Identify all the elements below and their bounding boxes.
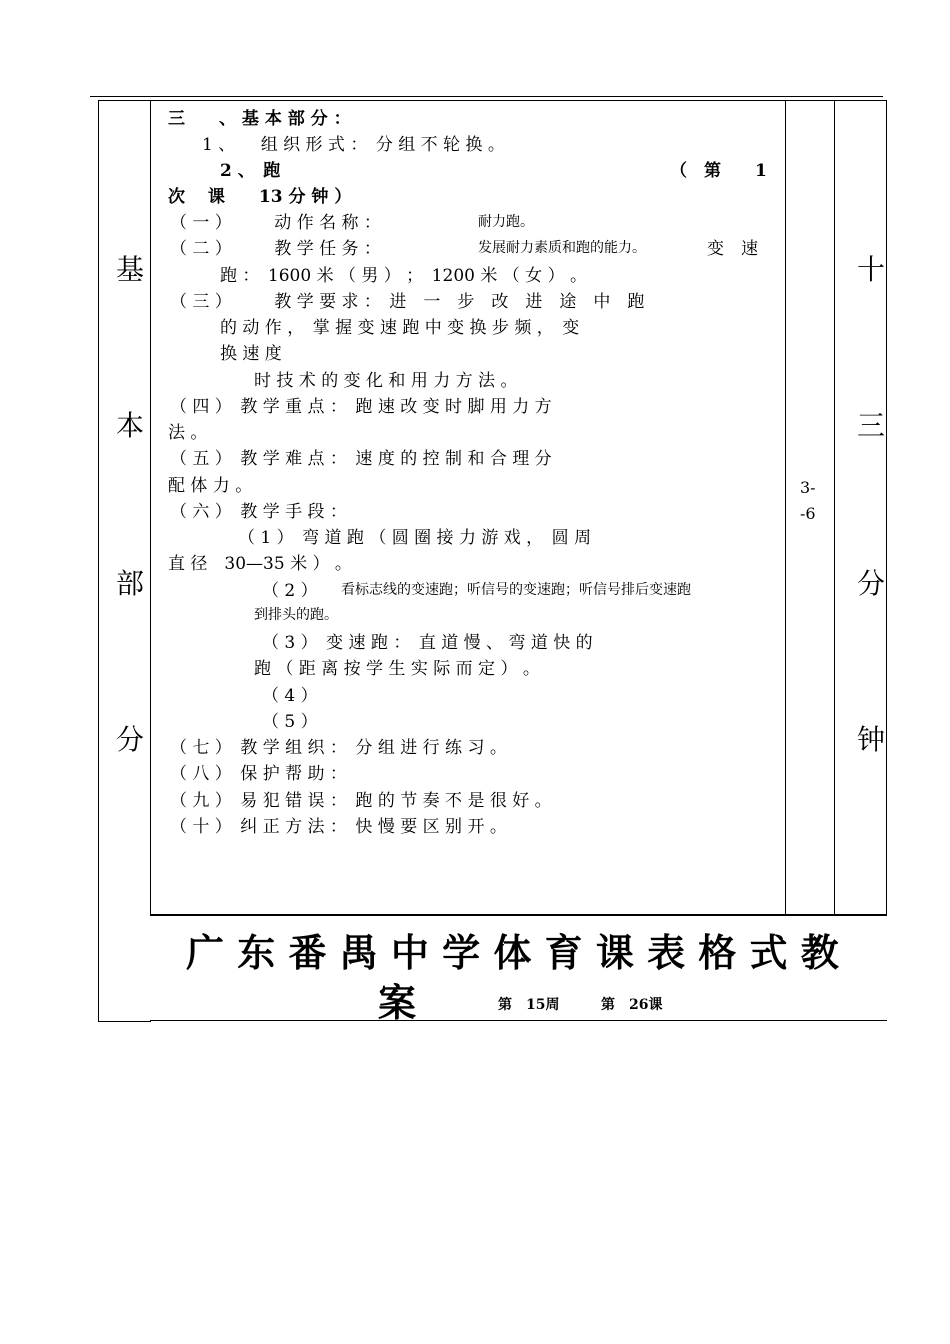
content-line: （ 4 ） [262,686,318,706]
content-line: 换 速 度 [220,344,282,364]
content-line: （ 五 ） 教 学 难 点 ： 速 度 的 控 制 和 合 理 分 [170,449,552,469]
section-label-char: 分 [115,723,144,756]
duration-label-char: 十 [856,253,885,286]
content-line: 的 动 作 ， 掌 握 变 速 跑 中 变 换 步 频 ， 变 [220,318,580,338]
content-line: （ 5 ） [262,712,318,732]
duration-column [834,100,887,916]
content-line: 2 、 跑 [220,161,281,181]
content-line: 跑 （ 距 离 按 学 生 实 际 而 定 ） 。 [254,659,540,679]
content-line: 时 技 术 的 变 化 和 用 力 方 法 。 [254,371,518,391]
time-value: 3- [800,478,816,497]
section-label-char: 基 [115,253,144,286]
section-heading: 三 、 基 本 部 分 ： [168,109,351,129]
content-line: （ 八 ） 保 护 帮 助 ： [170,764,347,784]
content-line: （ 七 ） 教 学 组 织 ： 分 组 进 行 练 习 。 [170,738,507,758]
duration-label-char: 钟 [856,723,885,756]
content-line: 配 体 力 。 [168,476,253,496]
duration-label-char: 分 [856,567,885,600]
content-line: （ 三 ） 教 学 要 求 ： 进 一 步 改 进 途 中 跑 [170,292,645,312]
content-line: 看标志线的变速跑；听信号的变速跑；听信号排后变速跑 [341,582,691,598]
content-line: 发展耐力素质和跑的能力。 [478,240,646,256]
content-line: 到排头的跑。 [254,607,338,623]
content-line: （ 1 ） 弯 道 跑 （ 圆 圈 接 力 游 戏 ， 圆 周 [238,528,592,548]
document-title-continued: 案 [378,980,417,1025]
section-label-column [98,100,151,1022]
content-line: （ 四 ） 教 学 重 点 ： 跑 速 改 变 时 脚 用 力 方 [170,397,552,417]
content-line: 耐力跑。 [478,214,534,230]
document-title: 广 东 番 禺 中 学 体 育 课 表 格 式 教 [186,930,839,975]
content-line: 次 课 13 分 钟 ） [168,187,352,207]
content-line: 变 速 [707,239,758,259]
week-number: 第 15周 [498,997,560,1013]
duration-label-char: 三 [856,409,885,442]
content-line: （ 六 ） 教 学 手 段 ： [170,502,347,522]
section-label-char: 部 [115,567,144,600]
content-line: （ 第 1 [670,161,767,181]
section-label-char: 本 [115,409,144,442]
lesson-number: 第 26课 [601,997,663,1013]
content-line: （ 九 ） 易 犯 错 误 ： 跑 的 节 奏 不 是 很 好 。 [170,791,552,811]
content-line: （ 一 ） 动 作 名 称 ： [170,213,381,233]
time-value: -6 [800,504,816,523]
content-line: （ 二 ） 教 学 任 务 ： [170,239,381,259]
table-divider [150,914,887,915]
content-line: 法 。 [168,423,208,443]
content-line: 跑 ： 1600 米 （ 男 ） ； 1200 米 （ 女 ） 。 [220,266,587,286]
content-line: （ 十 ） 纠 正 方 法 ： 快 慢 要 区 别 开 。 [170,817,507,837]
content-line: 直 径 30—35 米 ） 。 [168,554,352,574]
content-line: （ 3 ） 变 速 跑 ： 直 道 慢 、 弯 道 快 的 [262,633,593,653]
top-rule [90,96,883,97]
table-bottom-rule [150,1020,887,1021]
content-line: （ 2 ） [262,581,318,601]
content-line: 1 、 组 织 形 式 ： 分 组 不 轮 换 。 [202,135,505,155]
